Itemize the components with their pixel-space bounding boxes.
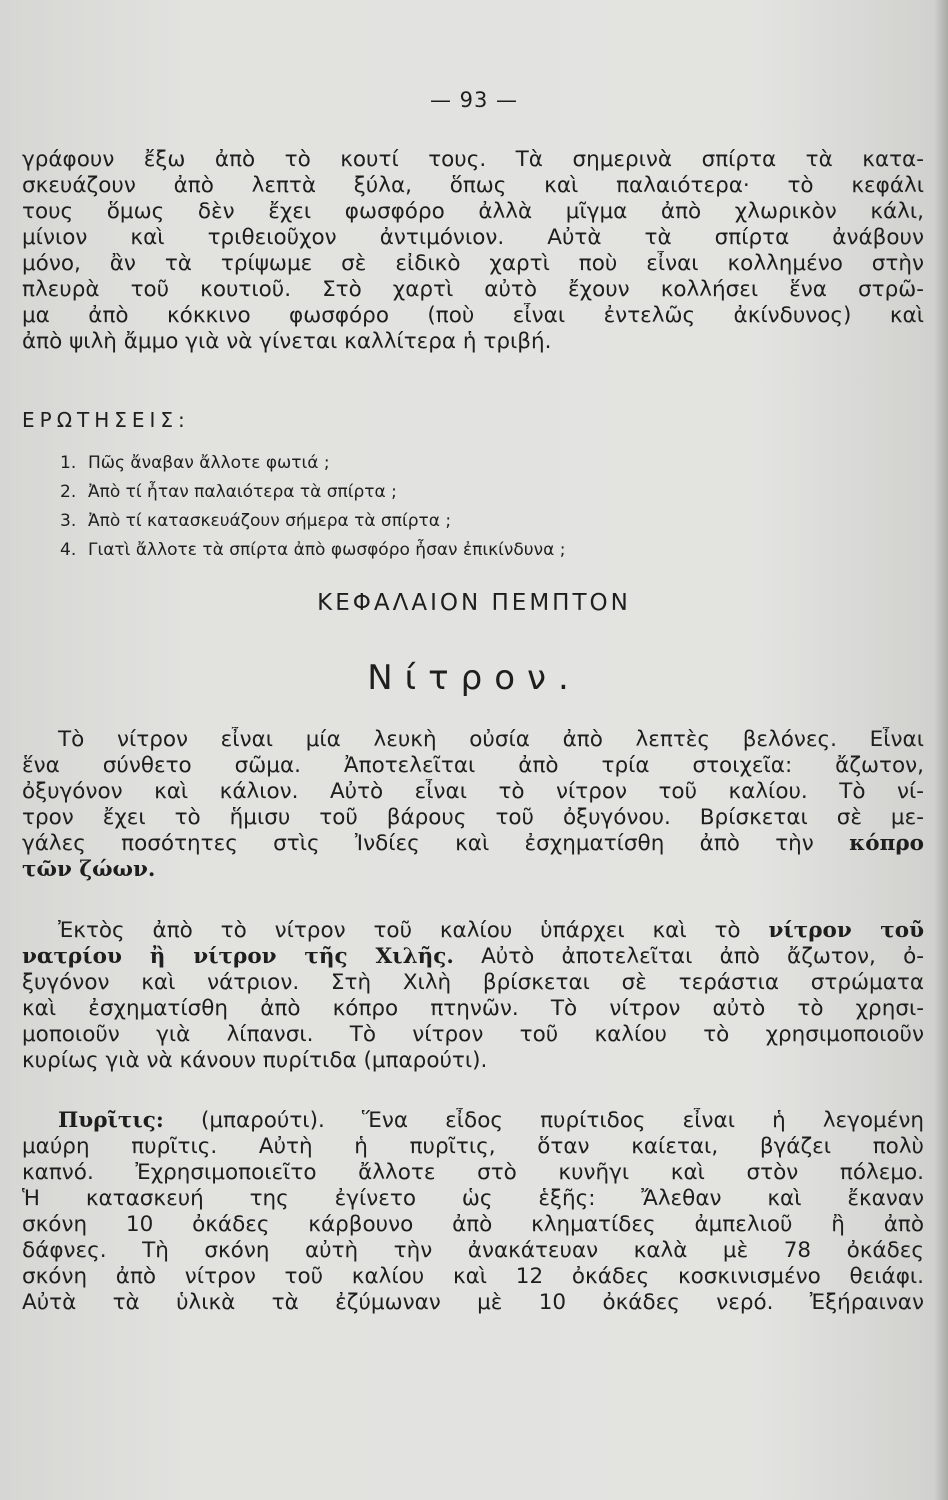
paragraph-nitre <box>22 727 924 883</box>
question-number: 3. <box>60 511 77 531</box>
question-text: Πῶς ἄναβαν ἄλλοτε φωτιά ; <box>88 453 330 473</box>
paragraph-matches <box>22 147 924 355</box>
chapter-title: ΚΕΦΑΛΑΙΟΝ ΠΕΜΠΤΟΝ <box>317 590 631 616</box>
page-edge-shadow <box>934 0 948 1500</box>
question-item <box>60 536 920 565</box>
text-line: καὶ ἐσχηματίσθη ἀπὸ κόπρο πτηνῶν. Τὸ νίτρον αὐτὸ τὸ χρησι- <box>22 996 924 1021</box>
question-number: 2. <box>60 482 77 502</box>
text-line: σκευάζουν ἀπὸ λεπτὰ ξύλα, ὅπως καὶ παλαιότερα· τὸ κεφάλι <box>22 173 924 198</box>
text-line: σκόνη ἀπὸ νίτρον τοῦ καλίου καὶ 12 ὀκάδες κοσκινισμένο θειάφι. <box>22 1264 924 1289</box>
text-line: μοποιοῦν γιὰ λίπανσι. Τὸ νίτρον τοῦ καλίου τὸ χρησιμοποιοῦν <box>22 1022 924 1047</box>
text-line <box>22 857 924 883</box>
text-line: κυρίως γιὰ νὰ κάνουν πυρίτιδα (μπαρούτι). <box>22 1048 488 1073</box>
text-line <box>22 944 924 970</box>
text-line: τους ὅμως δὲν ἔχει φωσφόρο ἀλλὰ μῖγμα ἀπὸ χλωρικὸν κάλι, <box>22 199 924 224</box>
bold-term: Πυρῖτις: <box>58 1108 164 1133</box>
text-line <box>22 918 924 944</box>
question-text: Ἀπὸ τί ἦταν παλαιότερα τὰ σπίρτα ; <box>88 482 397 502</box>
text-line: ἕνα σύνθετο σῶμα. Ἀποτελεῖται ἀπὸ τρία στοιχεῖα: ἄζωτον, <box>22 753 924 778</box>
paragraph-gunpowder <box>22 1108 924 1316</box>
question-item <box>60 449 920 478</box>
text-line: μαύρη πυρῖτις. Αὐτὴ ἡ πυρῖτις, ὅταν καίεται, βγάζει πολὺ <box>22 1134 924 1159</box>
text-segment: (μπαρούτι). Ἕνα εἶδος πυρίτιδος εἶναι ἡ λεγομένη <box>200 1108 924 1133</box>
text-line: ὀξυγόνον καὶ κάλιον. Αὐτὸ εἶναι τὸ νίτρον τοῦ καλίου. Τὸ νί- <box>22 779 924 804</box>
text-segment: Αὐτὸ ἀποτελεῖται ἀπὸ ἄζωτον, ὀ- <box>481 944 924 969</box>
questions-list <box>60 449 920 565</box>
text-line: Αὐτὰ τὰ ὑλικὰ τὰ ἐζύμωναν μὲ 10 ὀκάδες νερό. Ἐξήραιναν <box>22 1290 924 1315</box>
text-segment: γάλες ποσότητες στὶς Ἰνδίες καὶ ἐσχηματίσθη ἀπὸ τὴν <box>22 831 814 856</box>
page-number: — 93 — <box>429 88 519 112</box>
text-line: Τὸ νίτρον εἶναι μία λευκὴ οὐσία ἀπὸ λεπτὲς βελόνες. Εἶναι <box>58 727 924 752</box>
text-line: δάφνες. Τὴ σκόνη αὐτὴ τὴν ἀνακάτευαν καλὰ μὲ 78 ὀκάδες <box>22 1238 924 1263</box>
text-line: μα ἀπὸ κόκκινο φωσφόρο (ποὺ εἶναι ἐντελῶς ἀκίνδυνος) καὶ <box>22 303 924 328</box>
text-line: καπνό. Ἐχρησιμοποιεῖτο ἄλλοτε στὸ κυνῆγι καὶ στὸν πόλεμο. <box>22 1160 924 1185</box>
question-number: 4. <box>60 540 77 560</box>
question-item <box>60 478 920 507</box>
text-line <box>22 1108 924 1134</box>
text-line: μόνο, ἂν τὰ τρίψωμε σὲ εἰδικὸ χαρτὶ ποὺ εἶναι κολλημένο στὴν <box>22 251 924 276</box>
bold-term: νίτρον τοῦ <box>768 918 924 943</box>
text-line: ξυγόνον καὶ νάτριον. Στὴ Χιλὴ βρίσκεται σὲ τεράστια στρώματα <box>22 970 924 995</box>
paragraph-chile-nitre <box>22 918 924 1074</box>
question-text: Ἀπὸ τί κατασκευάζουν σήμερα τὰ σπίρτα ; <box>88 511 452 531</box>
question-item <box>60 507 920 536</box>
bold-term: νατρίου ἢ νίτρον τῆς Χιλῆς. <box>22 944 454 969</box>
text-line: γράφουν ἔξω ἀπὸ τὸ κουτί τους. Τὰ σημερινὰ σπίρτα τὰ κατα- <box>22 147 924 172</box>
question-text: Γιατὶ ἄλλοτε τὰ σπίρτα ἀπὸ φωσφόρο ἦσαν ἐπικίνδυνα ; <box>88 540 566 560</box>
bold-term: κόπρο <box>849 831 924 856</box>
question-number: 1. <box>60 453 77 473</box>
topic-title: Νίτρον. <box>367 658 581 698</box>
text-line: μίνιον καὶ τριθειοῦχον ἀντιμόνιον. Αὐτὰ τὰ σπίρτα ἀνάβουν <box>22 225 924 250</box>
text-line: Ἡ κατασκευή της ἐγίνετο ὡς ἑξῆς: Ἄλεθαν καὶ ἔκαναν <box>22 1186 924 1211</box>
bold-term: τῶν ζώων. <box>22 857 156 882</box>
text-line: ἀπὸ ψιλὴ ἄμμο γιὰ νὰ γίνεται καλλίτερα ἡ τριβή. <box>22 329 552 354</box>
questions-heading: ΕΡΩΤΗΣΕΙΣ: <box>22 408 190 432</box>
text-line: σκόνη 10 ὀκάδες κάρβουνο ἀπὸ κληματίδες ἀμπελιοῦ ἢ ἀπὸ <box>22 1212 924 1237</box>
text-line: τρον ἔχει τὸ ἥμισυ τοῦ βάρους τοῦ ὀξυγόνου. Βρίσκεται σὲ με- <box>22 805 924 830</box>
text-segment: Ἐκτὸς ἀπὸ τὸ νίτρον τοῦ καλίου ὑπάρχει καὶ τὸ <box>58 918 741 943</box>
text-line: πλευρὰ τοῦ κουτιοῦ. Στὸ χαρτὶ αὐτὸ ἔχουν κολλήσει ἕνα στρῶ- <box>22 277 924 302</box>
text-line <box>22 831 924 857</box>
